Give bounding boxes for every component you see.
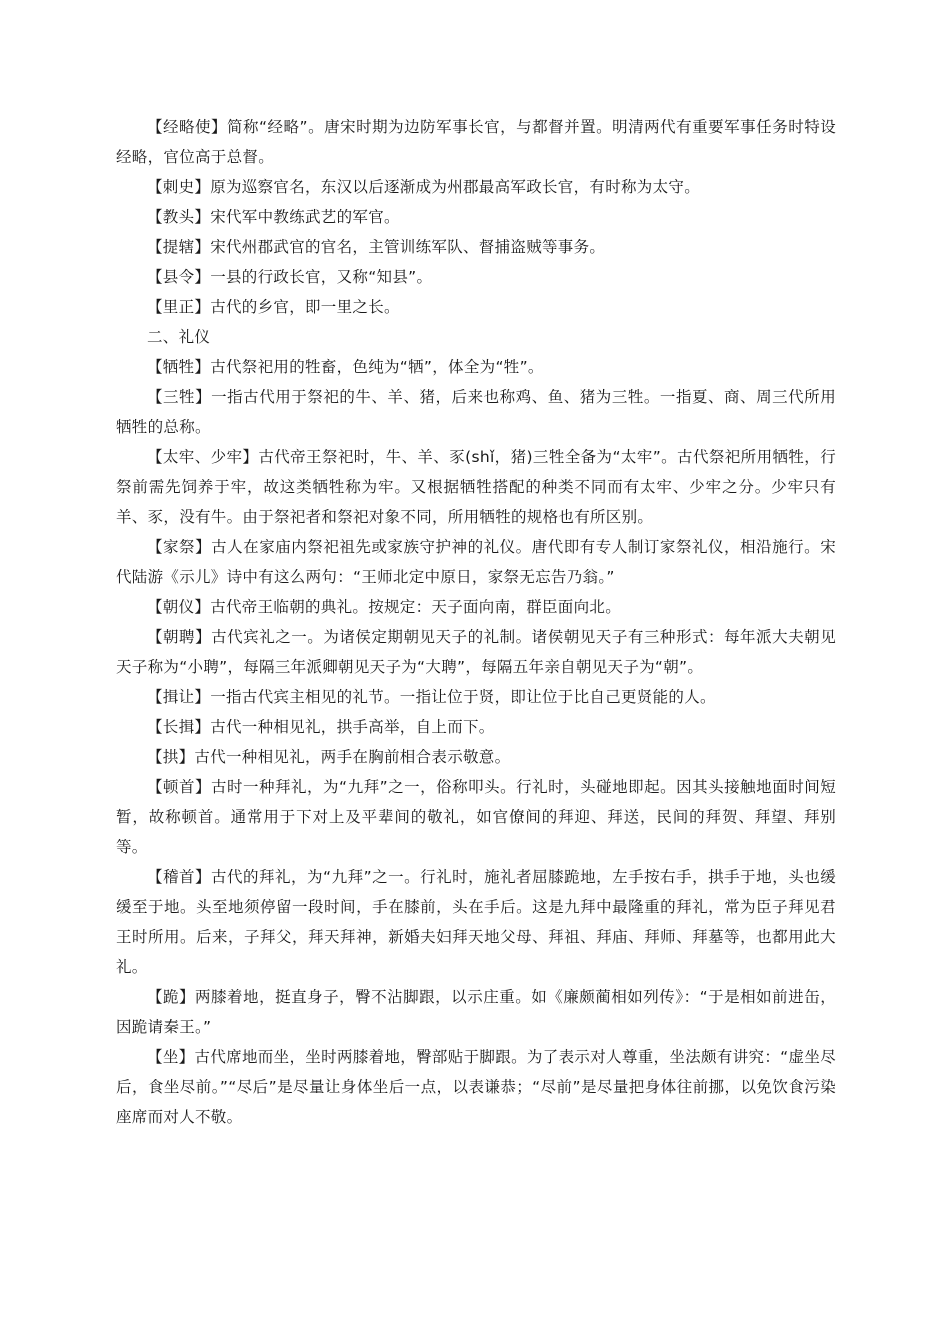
entry-tixia: 【提辖】宋代州郡武官的官名，主管训练军队、督捕盗贼等事务。	[147, 238, 606, 256]
section-heading-liyi: 二、礼仪	[147, 328, 211, 346]
entry-dunshou: 【顿首】古时一种拜礼，为“九拜”之一，俗称叩头。行礼时，头碰地即起。因其头接触地面时间短暂，故称顿首。通常用于下对上及平辈间的敬礼，如官僚间的拜迎、拜送，民间的拜贺、拜望、拜别等。	[116, 778, 836, 856]
document-body	[116, 112, 836, 1132]
entry-jiaotou: 【教头】宋代军中教练武艺的军官。	[147, 208, 400, 226]
entry-jiaji: 【家祭】古人在家庙内祭祀祖先或家族守护神的礼仪。唐代即有专人制订家祭礼仪，相沿施行。宋代陆游《示儿》诗中有这么两句：“王师北定中原日，家祭无忘告乃翁。”	[116, 538, 836, 586]
entry-cishi: 【刺史】原为巡察官名，东汉以后逐渐成为州郡最高军政长官，有时称为太守。	[147, 178, 701, 196]
entry-yirang: 【揖让】一指古代宾主相见的礼节。一指让位于贤，即让位于比自己更贤能的人。	[147, 688, 716, 706]
entry-xisheng: 【牺牲】古代祭祀用的牲畜，色纯为“牺”，体全为“牲”。	[147, 358, 544, 376]
entry-changyi: 【长揖】古代一种相见礼，拱手高举，自上而下。	[147, 718, 495, 736]
entry-gui: 【跪】两膝着地，挺直身子，臀不沾脚跟，以示庄重。如《廉颇蔺相如列传》：“于是相如前进缶，因跪请秦王。”	[116, 988, 836, 1036]
entry-sansheng: 【三牲】一指古代用于祭祀的牛、羊、猪，后来也称鸡、鱼、猪为三牲。一指夏、商、周三代所用牺牲的总称。	[116, 388, 836, 436]
entry-lizheng: 【里正】古代的乡官，即一里之长。	[147, 298, 400, 316]
entry-tailao-shaolao: 【太牢、少牢】古代帝王祭祀时，牛、羊、豕(shǐ，猪)三牲全备为“太牢”。古代祭祀所用牺牲，行祭前需先饲养于牢，故这类牺牲称为牢。又根据牺牲搭配的种类不同而有太牢、少牢之分。少牢只有羊、豕，没有牛。由于祭祀者和祭祀对象不同，所用牺牲的规格也有所区别。	[116, 448, 836, 526]
entry-jingluoshi: 【经略使】简称“经略”。唐宋时期为边防军事长官，与都督并置。明清两代有重要军事任务时特设经略，官位高于总督。	[116, 118, 836, 166]
entry-qishou: 【稽首】古代的拜礼，为“九拜”之一。行礼时，施礼者屈膝跪地，左手按右手，拱手于地，头也缓缓至于地。头至地须停留一段时间，手在膝前，头在手后。这是九拜中最隆重的拜礼，常为臣子拜见君王时所用。后来，子拜父，拜天拜神，新婚夫妇拜天地父母、拜祖、拜庙、拜师、拜墓等，也都用此大礼。	[116, 868, 836, 976]
entry-chaoyi: 【朝仪】古代帝王临朝的典礼。按规定：天子面向南，群臣面向北。	[147, 598, 622, 616]
entry-gong: 【拱】古代一种相见礼，两手在胸前相合表示敬意。	[147, 748, 511, 766]
entry-chaopin: 【朝聘】古代宾礼之一。为诸侯定期朝见天子的礼制。诸侯朝见天子有三种形式：每年派大夫朝见天子称为“小聘”，每隔三年派卿朝见天子为“大聘”，每隔五年亲自朝见天子为“朝”。	[116, 628, 836, 676]
entry-zuo: 【坐】古代席地而坐，坐时两膝着地，臀部贴于脚跟。为了表示对人尊重，坐法颇有讲究：“虚坐尽后，食坐尽前。”“尽后”是尽量让身体坐后一点，以表谦恭；“尽前”是尽量把身体往前挪，以免饮食污染座席而对人不敬。	[116, 1048, 836, 1126]
entry-xianling: 【县令】一县的行政长官，又称“知县”。	[147, 268, 433, 286]
